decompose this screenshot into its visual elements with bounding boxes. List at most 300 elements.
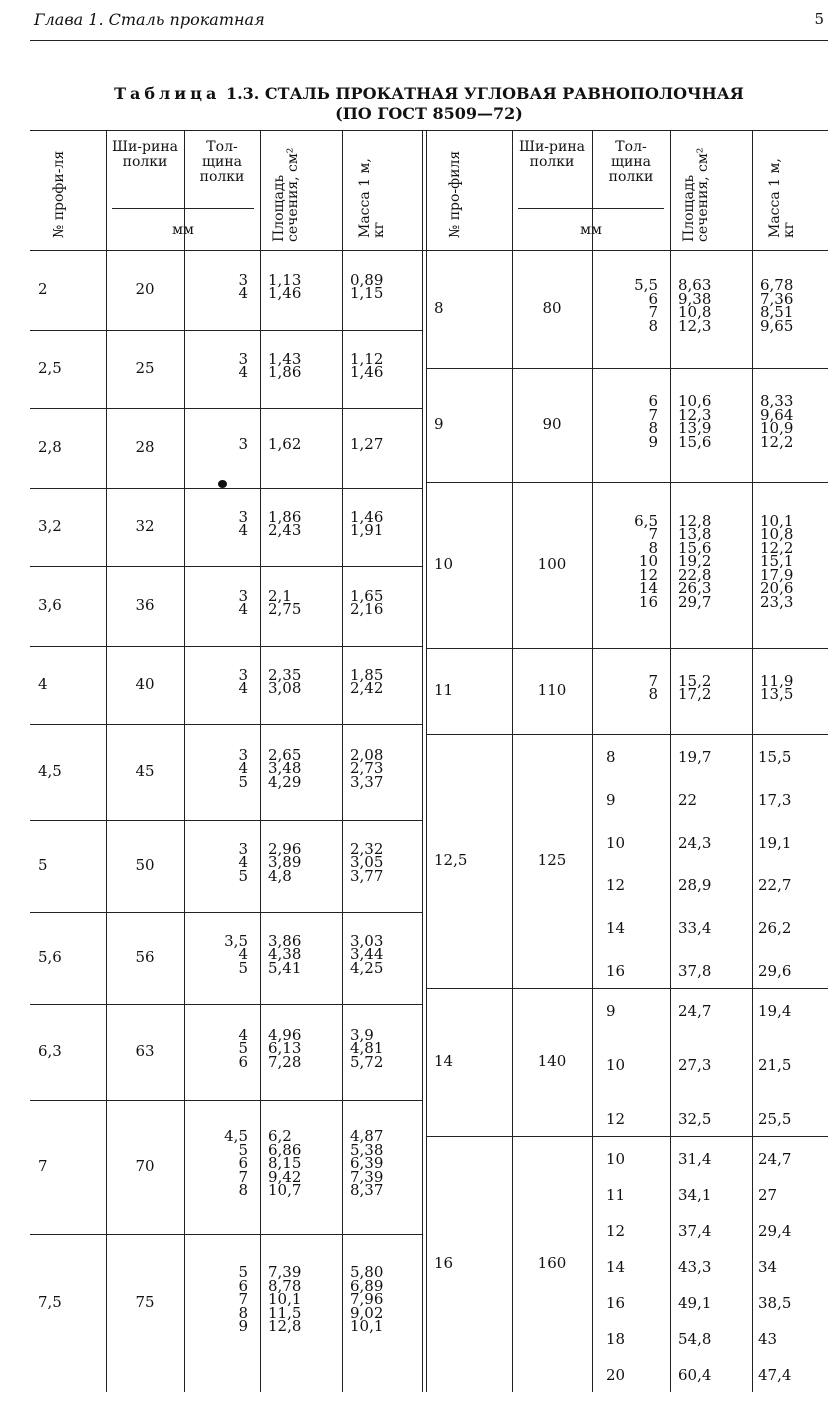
- thickness-value: 12: [606, 1222, 626, 1240]
- mass-value: 12,2: [760, 432, 794, 451]
- area-value: 10,8: [678, 303, 712, 321]
- row-rule: [426, 648, 828, 649]
- thickness-value-stack: [596, 511, 658, 611]
- row-rule: [30, 1004, 422, 1005]
- thickness-value: 10: [606, 833, 626, 852]
- width-cell: 110: [537, 681, 567, 699]
- mass-value: 1,65: [350, 586, 384, 605]
- thickness-value: 4: [238, 759, 248, 778]
- area-value: 10,6: [678, 392, 712, 410]
- thickness-value: 9: [606, 790, 616, 809]
- profile-cell: 2: [38, 280, 48, 298]
- area-value: 4,96: [268, 1025, 302, 1044]
- table-caption: [30, 84, 828, 124]
- mass-value: 20,6: [760, 579, 794, 598]
- mass-value-stack: [350, 349, 416, 381]
- header-sub-rule: [112, 208, 254, 209]
- area-value-stack: [268, 1263, 336, 1336]
- area-value: 13,9: [678, 419, 712, 437]
- width-cell: 63: [135, 1042, 155, 1060]
- profile-cell: 14: [434, 1052, 454, 1070]
- thickness-value: 20: [606, 1366, 626, 1384]
- mass-value-stack: [350, 1025, 416, 1071]
- area-value: 24,7: [678, 1002, 712, 1020]
- thickness-value-stack: [188, 586, 248, 618]
- mass-value: 5,38: [350, 1140, 384, 1159]
- area-value-stack: [678, 511, 746, 611]
- thickness-value-stack: [188, 349, 248, 381]
- row-rule: [426, 1136, 828, 1137]
- area-value: 10,1: [268, 1290, 302, 1309]
- area-value-stack: [268, 507, 336, 539]
- mass-value: 23,3: [760, 592, 794, 611]
- width-cell: 70: [135, 1157, 155, 1175]
- thickness-value: 3: [238, 507, 248, 526]
- mass-value-stack: [350, 507, 416, 539]
- mass-value-stack: [350, 839, 416, 885]
- thickness-value: 6,5: [634, 511, 658, 530]
- thickness-value-stack: [188, 839, 248, 885]
- center-double-rule: [426, 130, 427, 1392]
- profile-cell: 9: [434, 415, 444, 433]
- thickness-value: 3: [238, 586, 248, 605]
- width-cell: 140: [537, 1052, 567, 1070]
- mass-value: 5,80: [350, 1263, 384, 1282]
- width-cell: 125: [537, 851, 567, 869]
- thickness-value: 4: [238, 521, 248, 539]
- header-units: мм: [580, 222, 602, 238]
- area-value: 6,86: [268, 1140, 302, 1159]
- thickness-value: 7: [238, 1167, 248, 1186]
- thickness-value: 3: [238, 745, 248, 764]
- width-cell: 20: [135, 280, 155, 298]
- profile-cell: 12,5: [434, 851, 468, 869]
- mass-value: 1,85: [350, 665, 384, 684]
- header-profile: № профи-ля: [51, 150, 67, 238]
- thickness-value: 4: [238, 284, 248, 302]
- area-value: 12,8: [268, 1317, 302, 1336]
- thickness-value-stack: [188, 435, 248, 454]
- mass-value: 3,44: [350, 945, 384, 964]
- width-cell: 56: [135, 948, 155, 966]
- thickness-value: 8: [648, 685, 658, 703]
- page-number: 5: [814, 10, 824, 28]
- area-value: 19,2: [678, 552, 712, 571]
- mass-value: 17,9: [760, 565, 794, 584]
- profile-cell: 6,3: [38, 1042, 62, 1060]
- area-value: 4,29: [268, 772, 302, 791]
- row-rule: [426, 368, 828, 369]
- header-width: Ши-рина полки: [518, 139, 585, 170]
- thickness-value-stack: [188, 745, 248, 791]
- profile-cell: 5,6: [38, 948, 62, 966]
- mass-value: 17,3: [758, 790, 792, 809]
- area-value: 10,7: [268, 1181, 302, 1200]
- caption-title: СТАЛЬ ПРОКАТНАЯ УГЛОВАЯ РАВНОПОЛОЧНАЯ: [264, 84, 744, 103]
- area-value: 49,1: [678, 1294, 712, 1312]
- profile-cell: 2,8: [38, 438, 62, 456]
- row-rule: [30, 408, 422, 409]
- area-value: 6,2: [268, 1127, 292, 1146]
- thickness-value: 8: [648, 538, 658, 557]
- area-value-stack: [268, 745, 336, 791]
- mass-value: 9,02: [350, 1303, 384, 1322]
- mass-value: 43: [758, 1330, 778, 1348]
- area-value: 2,35: [268, 665, 302, 684]
- mass-value: 4,87: [350, 1127, 384, 1146]
- width-cell: 50: [135, 856, 155, 874]
- width-cell: 28: [135, 438, 155, 456]
- mass-value: 29,6: [758, 962, 792, 980]
- area-value: 22,8: [678, 565, 712, 584]
- area-value: 24,3: [678, 833, 712, 852]
- width-cell: 36: [135, 596, 155, 614]
- area-value-stack: [268, 931, 336, 977]
- thickness-value: 6: [238, 1052, 248, 1071]
- thickness-value: 6: [238, 1154, 248, 1173]
- area-value: 9,42: [268, 1167, 302, 1186]
- thickness-value: 4,5: [224, 1127, 248, 1146]
- area-value: 28,9: [678, 876, 712, 895]
- column-rule: [342, 130, 343, 1392]
- area-value: 1,43: [268, 349, 302, 368]
- width-cell: 45: [135, 762, 155, 780]
- area-value: 1,86: [268, 507, 302, 526]
- row-rule: [30, 912, 422, 913]
- thickness-value: 8: [238, 1303, 248, 1322]
- area-value: 2,96: [268, 839, 302, 858]
- mass-value: 6,39: [350, 1154, 384, 1173]
- mass-value: 9,64: [760, 405, 794, 424]
- area-value: 26,3: [678, 579, 712, 598]
- profile-cell: 3,6: [38, 596, 62, 614]
- area-value: 1,86: [268, 363, 302, 381]
- area-value: 12,3: [678, 316, 712, 335]
- area-value-stack: [268, 349, 336, 381]
- area-value: 31,4: [678, 1150, 712, 1168]
- column-rule: [592, 130, 593, 1392]
- area-value-stack: [268, 1127, 336, 1200]
- thickness-value: 9: [648, 432, 658, 451]
- thickness-value-stack: [188, 270, 248, 302]
- thickness-value: 9: [238, 1317, 248, 1336]
- running-head: [34, 10, 824, 34]
- mass-value: 47,4: [758, 1366, 792, 1384]
- column-rule: [184, 130, 185, 1392]
- thickness-value: 4: [238, 600, 248, 618]
- mass-value: 22,7: [758, 876, 792, 895]
- mass-value: 0,89: [350, 270, 384, 289]
- mass-value: 24,7: [758, 1150, 792, 1168]
- width-cell: 40: [135, 675, 155, 693]
- mass-value: 15,5: [758, 748, 792, 766]
- mass-value-stack: [350, 270, 416, 302]
- thickness-value: 4: [238, 1025, 248, 1044]
- thickness-value: 10: [606, 1150, 626, 1168]
- area-value: 1,62: [268, 435, 302, 454]
- thickness-value: 3,5: [224, 931, 248, 950]
- area-value-stack: [268, 665, 336, 697]
- area-value: 4,8: [268, 866, 292, 885]
- area-value-stack: [268, 839, 336, 885]
- mass-value-stack: [350, 1127, 416, 1200]
- thickness-value: 4: [238, 363, 248, 381]
- header-area: Площадь сечения, см²: [681, 147, 711, 242]
- mass-value-stack: [350, 665, 416, 697]
- mass-value-stack: [350, 435, 416, 454]
- area-value: 3,48: [268, 759, 302, 778]
- mass-value-stack: [350, 745, 416, 791]
- area-value: 29,7: [678, 592, 712, 611]
- mass-value: 25,5: [758, 1110, 792, 1128]
- column-rule: [512, 130, 513, 1392]
- thickness-value: 8: [648, 316, 658, 335]
- mass-value-stack: [760, 511, 822, 611]
- area-value: 43,3: [678, 1258, 712, 1276]
- area-value: 8,78: [268, 1276, 302, 1295]
- mass-value: 12,2: [760, 538, 794, 557]
- mass-value: 2,42: [350, 679, 384, 697]
- width-cell: 90: [542, 415, 562, 433]
- column-rule: [670, 130, 671, 1392]
- thickness-value: 8: [648, 419, 658, 437]
- row-rule: [30, 646, 422, 647]
- mass-value: 1,27: [350, 435, 384, 454]
- thickness-value-stack: [596, 276, 658, 335]
- thickness-value: 3: [238, 665, 248, 684]
- profile-cell: 2,5: [38, 359, 62, 377]
- thickness-value: 6: [238, 1276, 248, 1295]
- area-value: 3,89: [268, 853, 302, 872]
- row-rule: [426, 988, 828, 989]
- thickness-value: 5: [238, 1140, 248, 1159]
- thickness-value: 14: [606, 919, 626, 938]
- thickness-value: 4: [238, 679, 248, 697]
- thickness-value: 5,5: [634, 276, 658, 294]
- profile-cell: 10: [434, 555, 454, 573]
- area-value-stack: [678, 671, 746, 703]
- area-value: 9,38: [678, 289, 712, 308]
- thickness-value: 12: [606, 876, 626, 895]
- thickness-value: 5: [238, 1263, 248, 1282]
- area-value-stack: [268, 586, 336, 618]
- thickness-value-stack: [188, 1127, 248, 1200]
- row-rule: [426, 734, 828, 735]
- profile-cell: 4,5: [38, 762, 62, 780]
- area-value: 15,6: [678, 432, 712, 451]
- caption-label: Таблица: [114, 84, 221, 103]
- area-value: 1,46: [268, 284, 302, 302]
- angle-steel-table: [30, 130, 828, 1392]
- thickness-value: 5: [238, 772, 248, 791]
- thickness-value: 14: [638, 579, 658, 598]
- thickness-value: 9: [606, 1002, 616, 1020]
- mass-value: 8,33: [760, 392, 794, 410]
- area-value-stack: [268, 270, 336, 302]
- thickness-value: 14: [606, 1258, 626, 1276]
- caption-number: 1.3.: [225, 84, 260, 103]
- profile-cell: 3,2: [38, 517, 62, 535]
- column-rule: [752, 130, 753, 1392]
- thickness-value: 6: [648, 289, 658, 308]
- thickness-value-stack: [188, 507, 248, 539]
- mass-value: 1,12: [350, 349, 384, 368]
- profile-cell: 16: [434, 1254, 454, 1272]
- area-value: 3,86: [268, 931, 302, 950]
- header-thickness: Тол-щина полки: [608, 139, 654, 185]
- area-value: 12,8: [678, 511, 712, 530]
- mass-value: 26,2: [758, 919, 792, 938]
- area-value: 37,8: [678, 962, 712, 980]
- thickness-value-stack: [188, 1025, 248, 1071]
- thickness-value: 18: [606, 1330, 626, 1348]
- mass-value: 8,51: [760, 303, 794, 321]
- thickness-value: 3: [238, 839, 248, 858]
- area-value: 7,28: [268, 1052, 302, 1071]
- area-value: 2,65: [268, 745, 302, 764]
- mass-value: 7,36: [760, 289, 794, 308]
- thickness-value: 4: [238, 853, 248, 872]
- mass-value: 19,4: [758, 1002, 792, 1020]
- area-value: 4,38: [268, 945, 302, 964]
- mass-value-stack: [350, 931, 416, 977]
- header-rule: [30, 40, 828, 41]
- mass-value: 1,46: [350, 363, 384, 381]
- thickness-value: 16: [606, 962, 626, 980]
- area-value: 15,2: [678, 671, 712, 690]
- mass-value: 38,5: [758, 1294, 792, 1312]
- column-rule: [260, 130, 261, 1392]
- mass-value: 4,25: [350, 958, 384, 977]
- mass-value: 13,5: [760, 685, 794, 703]
- mass-value: 8,37: [350, 1181, 384, 1200]
- mass-value-stack: [350, 1263, 416, 1336]
- row-rule: [30, 1234, 422, 1235]
- chapter-title: Глава 1. Сталь прокатная: [34, 10, 265, 29]
- thickness-value: 7: [648, 671, 658, 690]
- mass-value: 10,9: [760, 419, 794, 437]
- mass-value: 5,72: [350, 1052, 384, 1071]
- area-value: 8,15: [268, 1154, 302, 1173]
- thickness-value: 7: [648, 405, 658, 424]
- mass-value: 3,03: [350, 931, 384, 950]
- mass-value: 27: [758, 1186, 778, 1204]
- row-rule: [30, 330, 422, 331]
- thickness-value-stack: [188, 931, 248, 977]
- area-value: 15,6: [678, 538, 712, 557]
- mass-value: 10,1: [760, 511, 794, 530]
- mass-value-stack: [760, 392, 822, 451]
- row-rule: [30, 820, 422, 821]
- row-rule: [30, 488, 422, 489]
- thickness-value: 5: [238, 958, 248, 977]
- ink-blot: [218, 480, 227, 488]
- mass-value: 1,15: [350, 284, 384, 302]
- area-value-stack: [678, 392, 746, 451]
- mass-value-stack: [760, 671, 822, 703]
- mass-value: 1,91: [350, 521, 384, 539]
- area-value-stack: [268, 1025, 336, 1071]
- width-cell: 32: [135, 517, 155, 535]
- mass-value: 3,9: [350, 1025, 374, 1044]
- area-value: 33,4: [678, 919, 712, 938]
- width-cell: 100: [537, 555, 567, 573]
- mass-value: 2,08: [350, 745, 384, 764]
- mass-value: 19,1: [758, 833, 792, 852]
- thickness-value: 5: [238, 1039, 248, 1058]
- profile-cell: 7: [38, 1157, 48, 1175]
- profile-cell: 11: [434, 681, 454, 699]
- header-profile: № про-филя: [447, 150, 463, 238]
- profile-cell: 4: [38, 675, 48, 693]
- mass-value: 3,05: [350, 853, 384, 872]
- area-value-stack: [268, 435, 336, 454]
- mass-value: 21,5: [758, 1056, 792, 1074]
- area-value: 37,4: [678, 1222, 712, 1240]
- mass-value: 3,37: [350, 772, 384, 791]
- header-mass: Масса 1 м, кг: [767, 158, 797, 238]
- thickness-value: 7: [648, 303, 658, 321]
- header-mass: Масса 1 м, кг: [357, 158, 387, 238]
- mass-value: 1,46: [350, 507, 384, 526]
- width-cell: 160: [537, 1254, 567, 1272]
- area-value: 17,2: [678, 685, 712, 703]
- thickness-value-stack: [596, 392, 658, 451]
- thickness-value: 8: [238, 1181, 248, 1200]
- thickness-value: 11: [606, 1186, 626, 1204]
- row-rule: [30, 566, 422, 567]
- area-value-stack: [678, 276, 746, 335]
- mass-value: 6,78: [760, 276, 794, 294]
- thickness-value: 5: [238, 866, 248, 885]
- mass-value: 15,1: [760, 552, 794, 571]
- mass-value: 9,65: [760, 316, 794, 335]
- caption-subtitle: (ПО ГОСТ 8509—72): [335, 104, 523, 123]
- mass-value: 6,89: [350, 1276, 384, 1295]
- column-rule: [106, 130, 107, 1392]
- mass-value: 34: [758, 1258, 778, 1276]
- width-cell: 75: [135, 1293, 155, 1311]
- area-value: 34,1: [678, 1186, 712, 1204]
- thickness-value: 7: [648, 525, 658, 544]
- mass-value: 11,9: [760, 671, 794, 690]
- area-value: 5,41: [268, 958, 302, 977]
- header-width: Ши-рина полки: [111, 139, 178, 170]
- thickness-value: 3: [238, 435, 248, 454]
- mass-value: 29,4: [758, 1222, 792, 1240]
- row-rule: [30, 1100, 422, 1101]
- area-value: 60,4: [678, 1366, 712, 1384]
- area-value: 2,75: [268, 600, 302, 618]
- row-rule: [426, 482, 828, 483]
- thickness-value: 16: [638, 592, 658, 611]
- area-value: 2,1: [268, 586, 292, 605]
- thickness-value: 4: [238, 945, 248, 964]
- mass-value: 2,32: [350, 839, 384, 858]
- area-value: 27,3: [678, 1056, 712, 1074]
- thickness-value: 6: [648, 392, 658, 410]
- thickness-value: 10: [606, 1056, 626, 1074]
- thickness-value: 12: [638, 565, 658, 584]
- thickness-value: 12: [606, 1110, 626, 1128]
- area-value: 7,39: [268, 1263, 302, 1282]
- mass-value-stack: [760, 276, 822, 335]
- thickness-value: 3: [238, 349, 248, 368]
- thickness-value-stack: [596, 671, 658, 703]
- thickness-value-stack: [188, 1263, 248, 1336]
- profile-cell: 8: [434, 299, 444, 317]
- header-sub-rule: [518, 208, 664, 209]
